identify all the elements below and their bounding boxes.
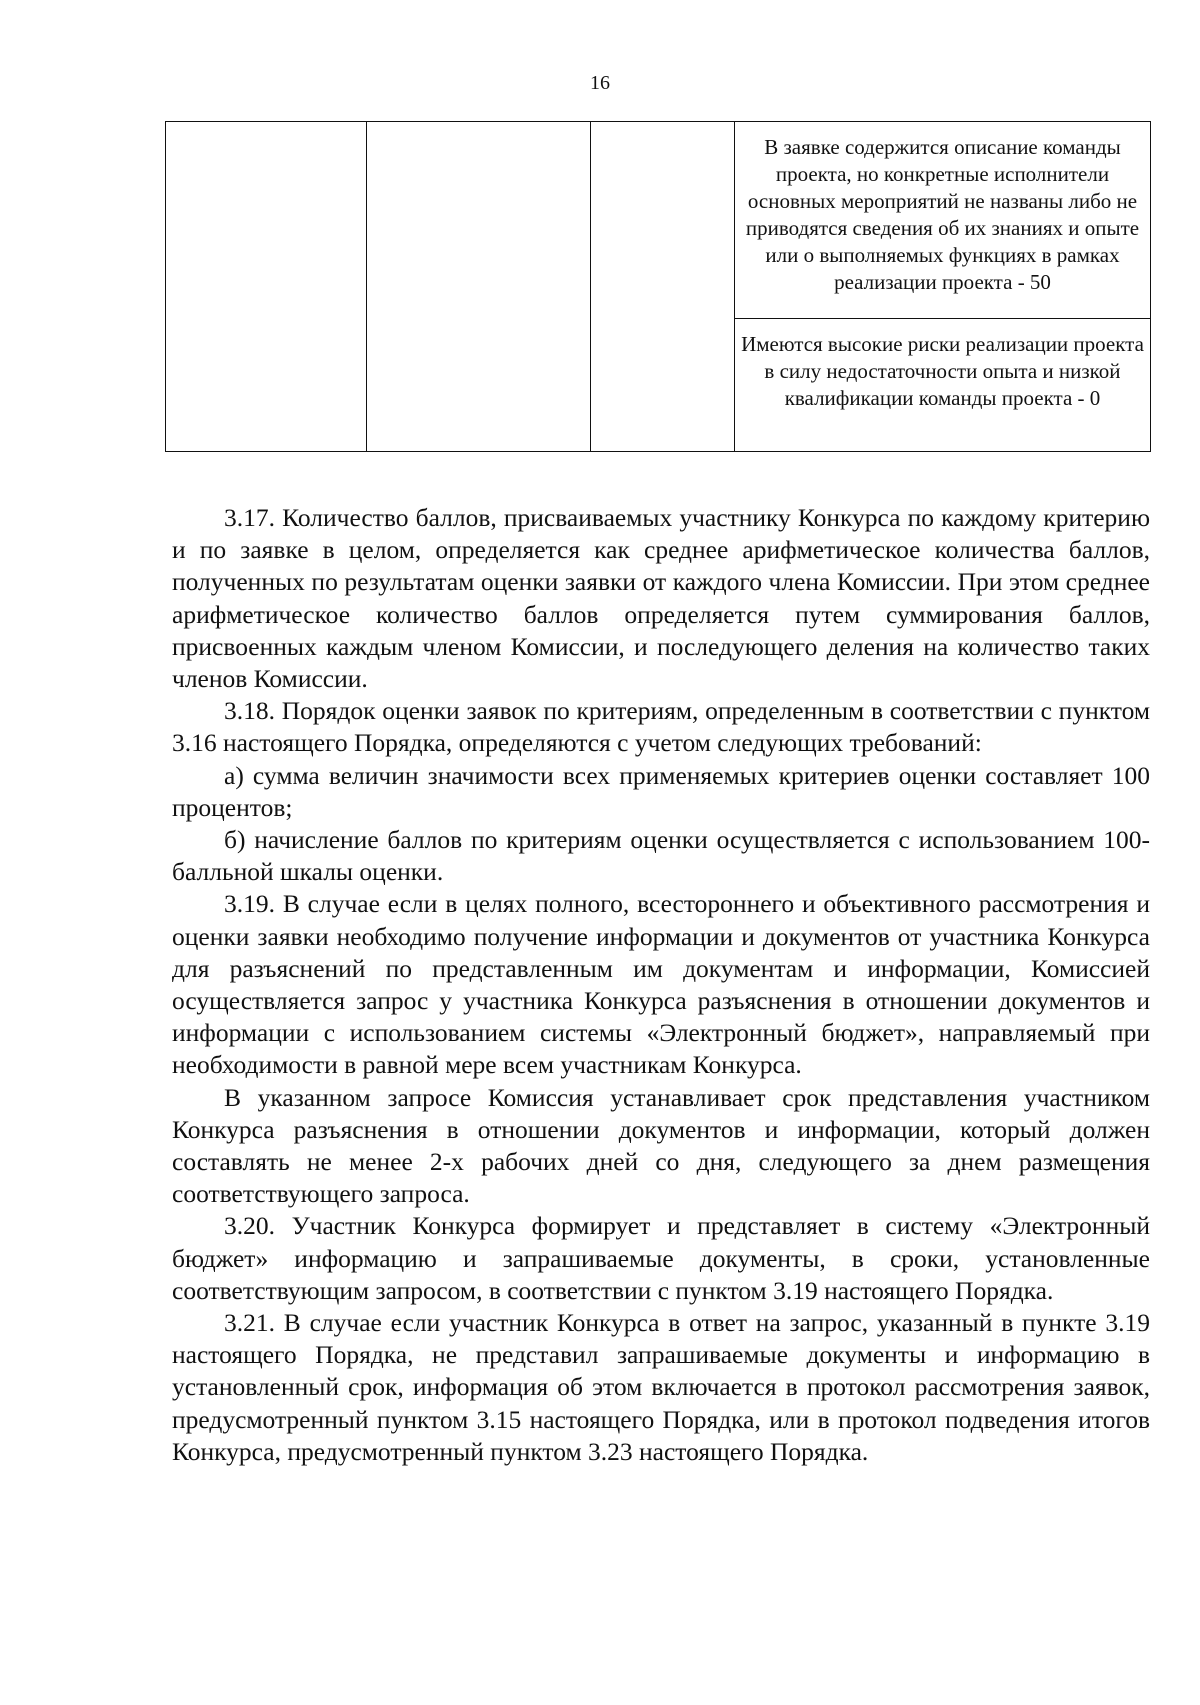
criteria-table [165,121,1151,452]
paragraph-3-19-deadline: В указанном запросе Комиссия устанавливает срок представления участником Конкурса разъяснения в отношении документов и информации, который должен составлять не менее 2-х рабочих дней со дня, следующего за днем размещения соответствующего запроса. [172,1082,1150,1209]
document-body [172,502,1150,1468]
table-cell-empty-3 [591,122,735,452]
paragraph-3-20: 3.20. Участник Конкурса формирует и представляет в систему «Электронный бюджет» информацию и запрашиваемые документы, в сроки, установленные соответствующим запросом, в соответствии с пунктом 3.19 настоящего Порядка. [172,1211,1150,1305]
paragraph-3-21: 3.21. В случае если участник Конкурса в ответ на запрос, указанный в пункте 3.19 настоящего Порядка, не представил запрашиваемые документы и информацию в установленный срок, информация об этом включается в протокол рассмотрения заявок, предусмотренный пунктом 3.15 настоящего Порядка, или в протокол подведения итогов Конкурса, предусмотренный пунктом 3.23 настоящего Порядка. [172,1308,1150,1466]
table-cell-empty-2 [367,122,591,452]
paragraph-3-17: 3.17. Количество баллов, присваиваемых участнику Конкурса по каждому критерию и по заявке в целом, определяется как среднее арифметическое количества баллов, полученных по результатам оценки заявки от каждого члена Комиссии. При этом среднее арифметическое количество баллов определяется путем суммирования баллов, присвоенных каждым членом Комиссии, и последующего деления на количество таких членов Комиссии. [172,503,1150,694]
table-cell-score-50 [735,122,1151,319]
score-0-description: Имеются высокие риски реализации проекта в силу недостаточности опыта и низкой квалификации команды проекта - 0 [741,332,1144,410]
paragraph-3-18: 3.18. Порядок оценки заявок по критериям, определенным в соответствии с пунктом 3.16 настоящего Порядка, определяются с учетом следующих требований: [172,696,1150,758]
paragraph-3-18-b: б) начисление баллов по критериям оценки осуществляется с использованием 100-балльной шкалы оценки. [172,825,1150,887]
page-number: 16 [590,72,610,94]
table-row [166,122,1151,319]
paragraph-3-19: 3.19. В случае если в целях полного, всестороннего и объективного рассмотрения и оценки заявки необходимо получение информации и документов от участника Конкурса для разъяснений по представленным им документам и информации, Комиссией осуществляется запрос у участника Конкурса разъяснения в отношении документов и информации с использованием системы «Электронный бюджет», направляемый при необходимости в равной мере всем участникам Конкурса. [172,889,1150,1080]
table-cell-score-0 [735,319,1151,452]
paragraph-3-18-a: а) сумма величин значимости всех применяемых критериев оценки составляет 100 процентов; [172,760,1150,822]
score-50-description: В заявке содержится описание команды проекта, но конкретные исполнители основных мероприятий не названы либо не приводятся сведения об их знаниях и опыте или о выполняемых функциях в рамках реализации проекта - 50 [745,135,1140,294]
table-cell-empty-1 [166,122,367,452]
